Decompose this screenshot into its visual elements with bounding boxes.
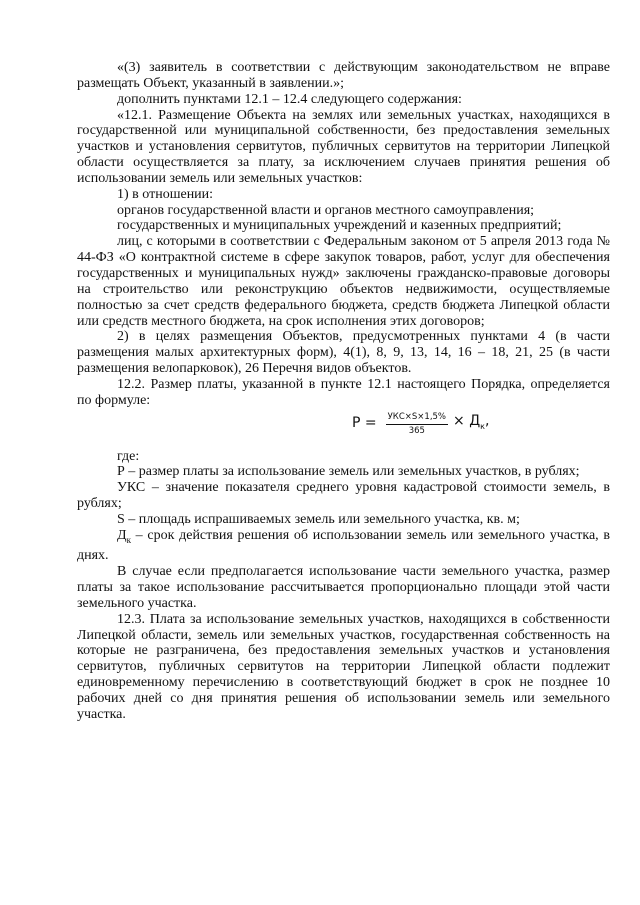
paragraph-12-1: «12.1. Размещение Объекта на землях или земельных участках, находящихся в государственной или муниципальной собственности, без предоставления земельных участков и установления сервитутов, публичных сервитутов на территории Липецкой области осуществляется за плату, за исключением случаев принятия решения об использовании земель или земельных участков: — [77, 107, 610, 186]
formula-tail: , — [484, 412, 490, 429]
paragraph-list-contractors: лиц, с которыми в соответствии с Федеральным законом от 5 апреля 2013 года № 44-ФЗ «О контрактной системе в сфере закупок товаров, работ, услуг для обеспечения государственных и муниципальных нужд» заключены гражданско-правовые договоры на строительство или реконструкцию объектов недвижимости, осуществляемые полностью за счет средств федерального бюджета, средств бюджета Липецкой области или средств местного бюджета, на срок исполнения этих договоров; — [77, 234, 610, 329]
formula-numerator: УКС×S×1,5% — [386, 412, 448, 425]
paragraph-where: где: — [117, 448, 140, 464]
formula-denominator: 365 — [408, 425, 425, 436]
formula-subscript: к — [480, 421, 485, 431]
paragraph-list-2: 2) в целях размещения Объектов, предусмотренных пунктами 4 (в части размещения малых архитектурных форм), 4(1), 8, 9, 13, 14, 16 – 18, 21, 25 (в части размещения велопарковок), 26 Перечня видов объектов. — [77, 329, 610, 377]
paragraph-12-3: 12.3. Плата за использование земельных участков, находящихся в собственности Липецкой области, земель или земельных участков, государственная собственность на которые не разграничена, без предоставления земельных участков и установления сервитутов, публичных сервитутов на территории Липецкой области подлежит единовременному перечислению в соответствующий бюджет в срок не позднее 10 рабочих дней со дня принятия решения об использовании земель или земельного участка. — [77, 611, 610, 722]
paragraph-def-dk — [77, 528, 610, 564]
formula-times-dk: × Д — [453, 412, 481, 429]
paragraph-12-2: 12.2. Размер платы, указанной в пункте 12.1 настоящего Порядка, определяется по формуле: — [77, 376, 610, 408]
dk-symbol: Д — [117, 527, 127, 543]
payment-formula — [77, 409, 610, 449]
paragraph-def-p: Р – размер платы за использование земель или земельных участков, в рублях; — [117, 464, 580, 480]
paragraph-amend-intro: дополнить пунктами 12.1 – 12.4 следующего содержания: — [117, 91, 462, 107]
paragraph-item-3: «(3) заявитель в соответствии с действующим законодательством не вправе размещать Объект, указанный в заявлении.»; — [77, 60, 610, 91]
paragraph-list-institutions: государственных и муниципальных учреждений и казенных предприятий; — [117, 218, 562, 234]
dk-subscript: к — [126, 534, 131, 545]
paragraph-partial-plot: В случае если предполагается использование части земельного участка, размер платы за такое использование рассчитывается пропорционально площади этой части земельного участка. — [77, 564, 610, 611]
formula-lhs: Р = — [352, 415, 377, 432]
paragraph-def-uks: УКС – значение показателя среднего уровня кадастровой стоимости земель, в рублях; — [77, 480, 610, 512]
formula-fraction — [386, 412, 448, 437]
paragraph-def-s: S – площадь испрашиваемых земель или земельного участка, кв. м; — [117, 511, 520, 527]
formula-rhs — [453, 414, 489, 435]
paragraph-list-1: 1) в отношении: — [117, 186, 214, 202]
paragraph-list-authorities: органов государственной власти и органов местного самоуправления; — [117, 202, 535, 218]
dk-text: – срок действия решения об использовании земель или земельного участка, в днях. — [77, 527, 610, 564]
document-body — [77, 60, 610, 723]
